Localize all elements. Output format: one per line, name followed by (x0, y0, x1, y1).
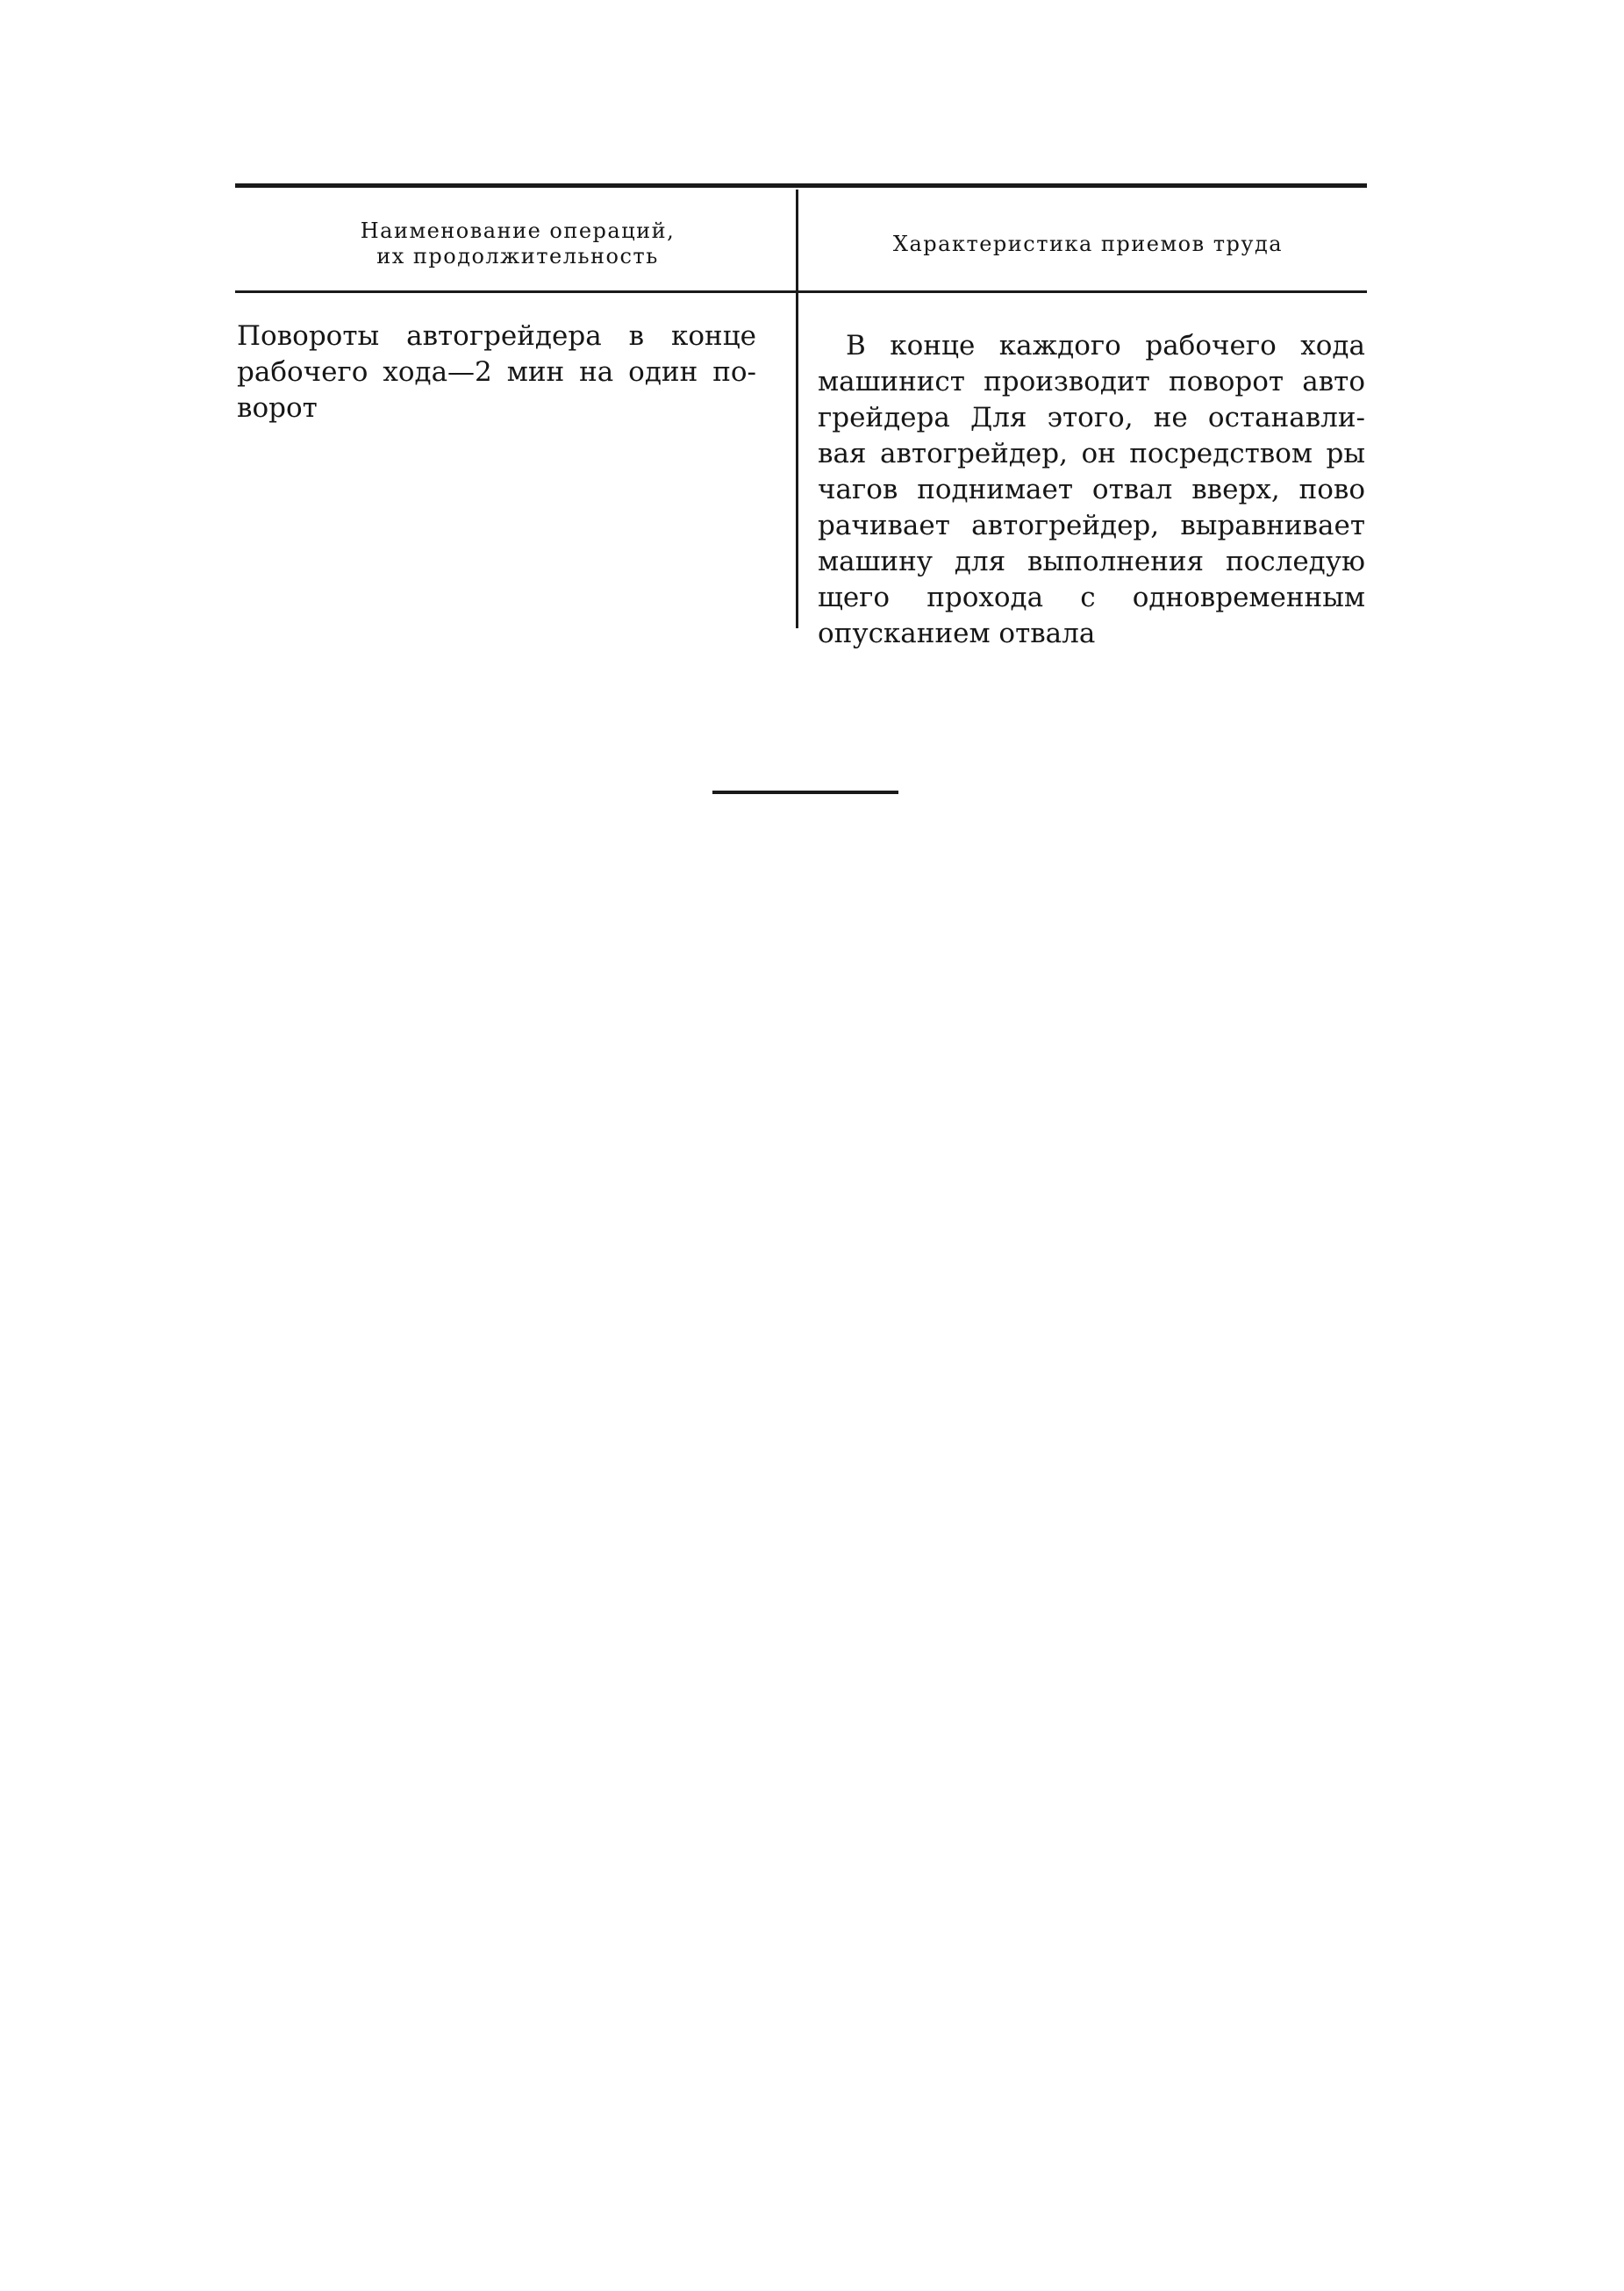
description-line: машину для выполнения последую (818, 546, 1365, 577)
description-line: грейдера Для этого, не останавли- (818, 402, 1365, 433)
operation-cell (237, 319, 756, 426)
operation-line: рабочего хода—2 мин на один по- (237, 356, 756, 388)
description-line: В конце каждого рабочего хода (846, 330, 1365, 362)
column-header-work-methods: Характеристика приемов труда (892, 231, 1284, 256)
operation-line: ворот (237, 392, 318, 424)
section-end-rule (712, 791, 898, 794)
description-line: машинист производит поворот авто (818, 366, 1365, 397)
description-line: опусканием отвала (818, 618, 1096, 649)
operation-line: Повороты автогрейдера в конце (237, 320, 756, 352)
table-header-rule (235, 290, 1367, 293)
description-cell (818, 328, 1365, 652)
column-divider (796, 190, 798, 628)
description-line: рачивает автогрейдер, выравнивает (818, 510, 1365, 541)
description-line: чагов поднимает отвал вверх, пово (818, 474, 1365, 505)
description-line: вая автогрейдер, он посредством ры (818, 438, 1365, 469)
column-header-operations: Наименование операций, их продолжительность (360, 218, 676, 268)
table-top-rule (235, 183, 1367, 188)
description-line: щего прохода с одновременным (818, 582, 1365, 613)
